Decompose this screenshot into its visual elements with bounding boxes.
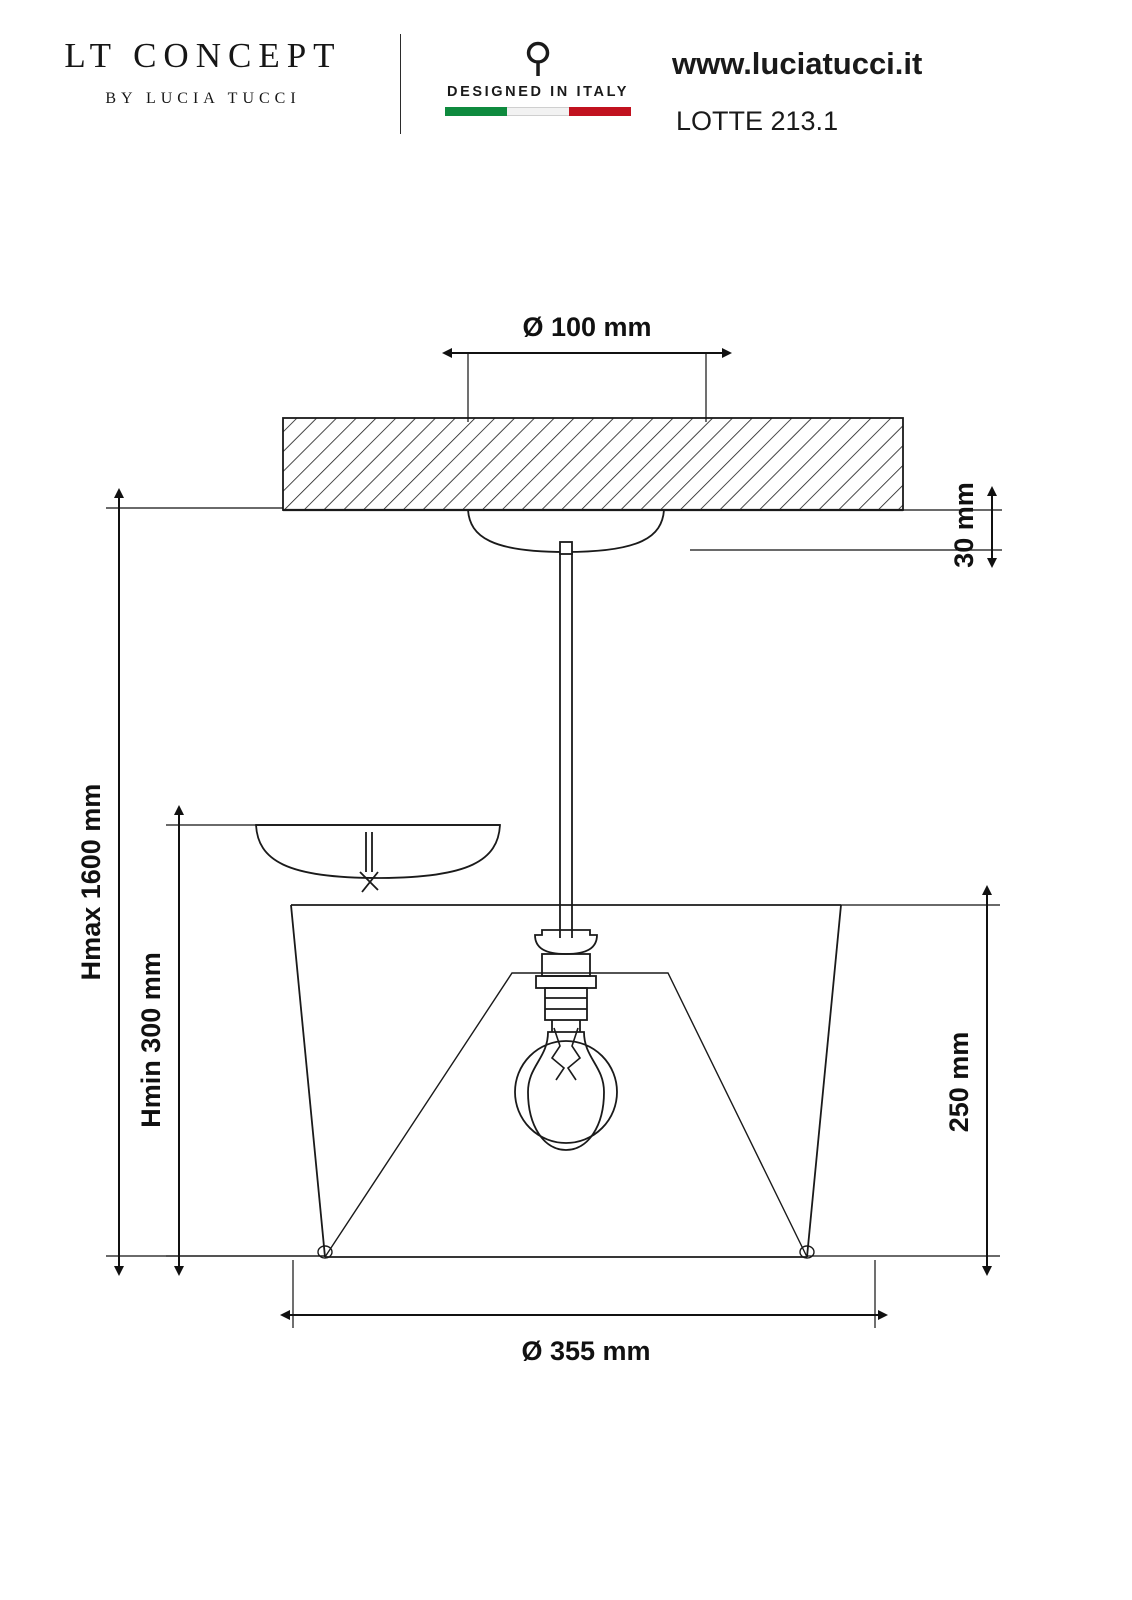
dimension-label-shade-diameter: Ø 355 mm <box>521 1336 651 1366</box>
ceiling-slab <box>283 418 903 510</box>
brand-subtitle: BY LUCIA TUCCI <box>105 90 301 107</box>
flag-stripe-red <box>569 107 631 116</box>
lamp-holder <box>535 930 597 1032</box>
brand-name: LT CONCEPT <box>64 36 342 75</box>
designed-in-italy-badge <box>412 38 664 116</box>
brand-logo <box>18 36 388 108</box>
suspension-cable <box>560 542 572 938</box>
dimension-height-min <box>136 815 325 1266</box>
flag-stripe-green <box>445 107 507 116</box>
lamp-shade <box>291 905 841 1257</box>
dimension-label-shade-height: 250 mm <box>944 1031 974 1133</box>
dimension-label-canopy-height: 30 mm <box>949 482 979 568</box>
model-name: LOTTE 213.1 <box>676 106 839 136</box>
technical-drawing <box>0 160 1132 1600</box>
fleur-de-lis-icon: ⚲ <box>523 36 553 80</box>
dimension-height-max <box>76 498 325 1266</box>
light-bulb <box>515 1028 617 1150</box>
dimension-shade-diameter <box>290 1260 878 1366</box>
designed-in-italy-label: DESIGNED IN ITALY <box>447 84 629 100</box>
flag-stripe-white <box>507 107 569 116</box>
dimension-label-height-max: Hmax 1600 mm <box>76 783 106 981</box>
dimension-label-height-min: Hmin 300 mm <box>136 952 166 1128</box>
lamp-shade-inner-edges <box>318 973 814 1258</box>
page-header <box>0 0 1132 160</box>
dimension-label-canopy-diameter: Ø 100 mm <box>522 312 652 342</box>
header-divider <box>400 34 401 134</box>
italy-flag-icon <box>445 107 631 116</box>
mounting-plate-detail <box>256 825 500 892</box>
website-url[interactable]: www.luciatucci.it <box>672 46 923 81</box>
dimension-canopy-diameter <box>452 312 722 422</box>
